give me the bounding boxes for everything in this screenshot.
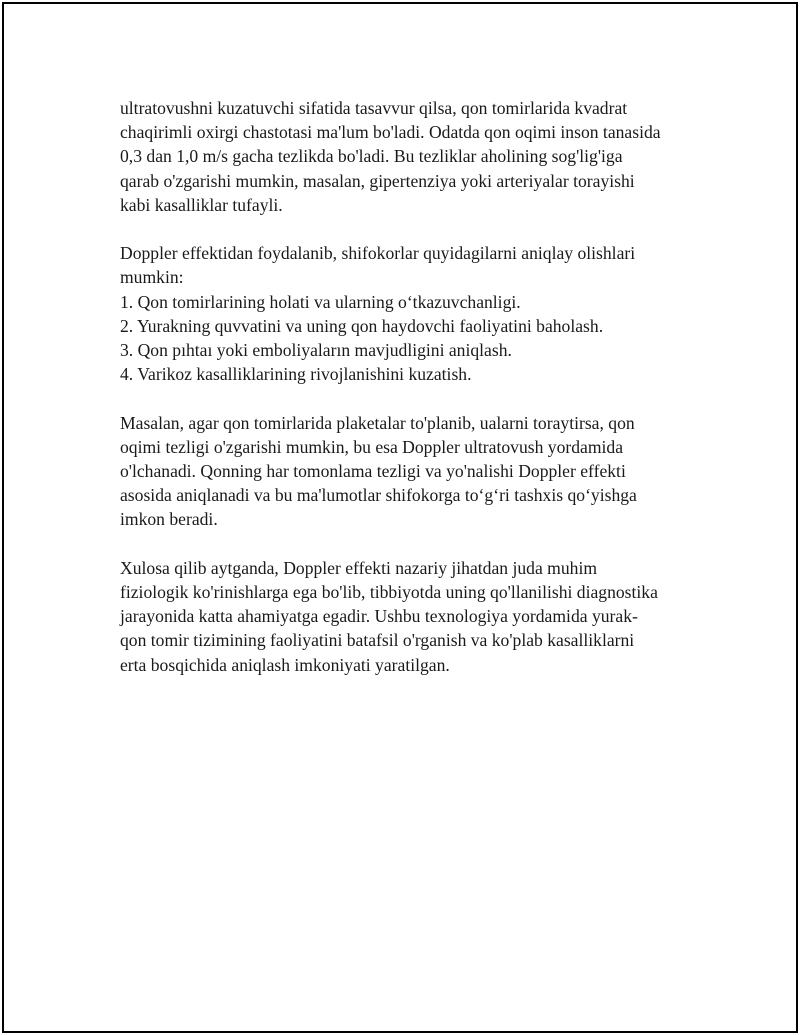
- text-line: qarab o'zgarishi mumkin, masalan, gipertenziya yoki arteriyalar torayishi: [120, 170, 635, 191]
- document-body: [120, 96, 700, 701]
- text-line: jarayonida katta ahamiyatga egadir. Ushbu texnologiya yordamida yurak-: [120, 606, 638, 627]
- text-line: qon tomir tizimining faoliyatini batafsil o'rganish va ko'plab kasalliklarni: [120, 630, 635, 651]
- list-item: 1. Qon tomirlarining holati va ularning o‘tkazuvchanligi.: [120, 291, 521, 312]
- text-line: Xulosa qilib aytganda, Doppler effekti nazariy jihatdan juda muhim: [120, 557, 598, 578]
- text-line: kabi kasalliklar tufayli.: [120, 194, 283, 215]
- text-line: Doppler effektidan foydalanib, shifokorlar quyidagilarni aniqlay olishlari: [120, 243, 636, 264]
- list-item: 2. Yurakning quvvatini va uning qon haydovchi faoliyatini baholash.: [120, 315, 604, 336]
- text-line: Masalan, agar qon tomirlarida plaketalar to'planib, ualarni toraytirsa, qon: [120, 412, 635, 433]
- list-item: 3. Qon pıhtaı yoki emboliyaların mavjudligini aniqlash.: [120, 340, 512, 361]
- text-line: asosida aniqlanadi va bu ma'lumotlar shifokorga to‘g‘ri tashxis qo‘yishga: [120, 485, 637, 506]
- paragraph-example: [120, 411, 700, 532]
- list-item: 4. Varikoz kasalliklarining rivojlanishini kuzatish.: [120, 364, 472, 385]
- paragraph-doppler-intro: [120, 96, 700, 217]
- text-line: fiziologik ko'rinishlarga ega bo'lib, tibbiyotda uning qo'llanilishi diagnostika: [120, 582, 658, 603]
- paragraph-diagnostic-uses: [120, 241, 700, 386]
- text-line: ultratovushni kuzatuvchi sifatida tasavvur qilsa, qon tomirlarida kvadrat: [120, 98, 628, 118]
- text-line: mumkin:: [120, 267, 184, 288]
- text-line: erta bosqichida aniqlash imkoniyati yaratilgan.: [120, 654, 450, 675]
- text-line: 0,3 dan 1,0 m/s gacha tezlikda bo'ladi. Bu tezliklar aholining sog'lig'iga: [120, 146, 623, 167]
- paragraph-conclusion: [120, 556, 700, 677]
- text-line: o'lchanadi. Qonning har tomonlama tezligi va yo'nalishi Doppler effekti: [120, 461, 626, 482]
- text-line: chaqirimli oxirgi chastotasi ma'lum bo'ladi. Odatda qon oqimi inson tanasida: [120, 122, 661, 143]
- text-line: oqimi tezligi o'zgarishi mumkin, bu esa Doppler ultratovush yordamida: [120, 436, 624, 457]
- document-page: [2, 2, 798, 1033]
- text-line: imkon beradi.: [120, 509, 218, 530]
